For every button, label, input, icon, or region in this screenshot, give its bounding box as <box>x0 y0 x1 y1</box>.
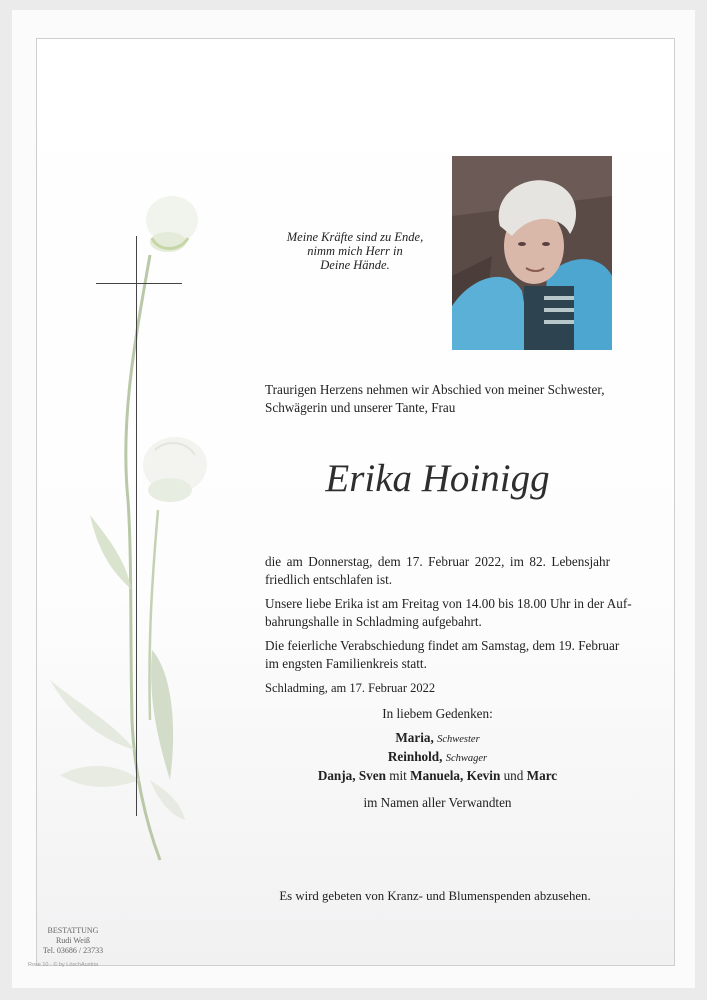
undertaker-line: Tel. 03686 / 23733 <box>42 946 104 955</box>
family-connector: mit <box>385 768 411 783</box>
family-connector: und <box>500 768 527 783</box>
intro-line: Traurigen Herzens nehmen wir Abschied von meiner Schwester, <box>265 382 605 397</box>
memory-heading: In liebem Gedenken: <box>382 706 493 721</box>
cross-horizontal-bar <box>96 283 182 284</box>
cross-vertical-bar <box>136 236 137 816</box>
undertaker-stamp <box>33 926 113 956</box>
mourner-relation: Schwester <box>437 734 480 745</box>
viewing-paragraph <box>265 595 632 631</box>
mourners-section <box>265 706 610 814</box>
donation-request: Es wird gebeten von Kranz- und Blumenspenden abzusehen. <box>279 889 591 903</box>
undertaker-line: Rudi Weiß <box>55 936 91 945</box>
family-names: Manuela, Kevin <box>410 768 501 783</box>
place-and-date: Schladming, am 17. Februar 2022 <box>265 681 436 695</box>
mourner-name: Maria, <box>395 730 434 745</box>
notice-body <box>265 553 632 697</box>
farewell-paragraph <box>265 637 620 673</box>
mourner-row <box>265 730 610 749</box>
intro-text <box>265 381 610 417</box>
body-line: die am Donnerstag, dem 17. Februar 2022, im 82. Lebensjahr <box>265 554 610 569</box>
mourner-name: Reinhold, <box>387 749 443 764</box>
deceased-name: Erika Hoinigg <box>325 457 550 500</box>
mourner-row <box>265 749 610 768</box>
family-row <box>265 768 610 787</box>
body-line: Die feierliche Verabschiedung findet am Samstag, dem 19. Februar <box>265 638 620 653</box>
body-line: im engsten Familienkreis statt. <box>265 656 427 671</box>
body-line: friedlich entschlafen ist. <box>265 572 393 587</box>
template-footnote: Rose 10 · © by LöschAustria <box>28 962 99 968</box>
portrait-photo <box>452 156 612 350</box>
family-names: Marc <box>526 768 558 783</box>
body-line: bahrungshalle in Schladming aufgebahrt. <box>265 614 482 629</box>
quote-line: Deine Hände. <box>320 258 390 272</box>
intro-line: Schwägerin und unserer Tante, Frau <box>265 400 456 415</box>
flower-illustration <box>40 160 230 880</box>
death-paragraph <box>265 553 610 589</box>
undertaker-line: BESTATTUNG <box>47 926 99 935</box>
mourner-relation: Schwager <box>445 753 488 764</box>
quote-line: nimm mich Herr in <box>307 244 403 258</box>
verse-quote <box>270 230 440 272</box>
quote-line: Meine Kräfte sind zu Ende, <box>286 230 424 244</box>
body-line: Unsere liebe Erika ist am Freitag von 14.00 bis 18.00 Uhr in der Auf- <box>265 596 632 611</box>
relatives-line: im Namen aller Verwandten <box>363 795 512 810</box>
family-names: Danja, Sven <box>317 768 386 783</box>
